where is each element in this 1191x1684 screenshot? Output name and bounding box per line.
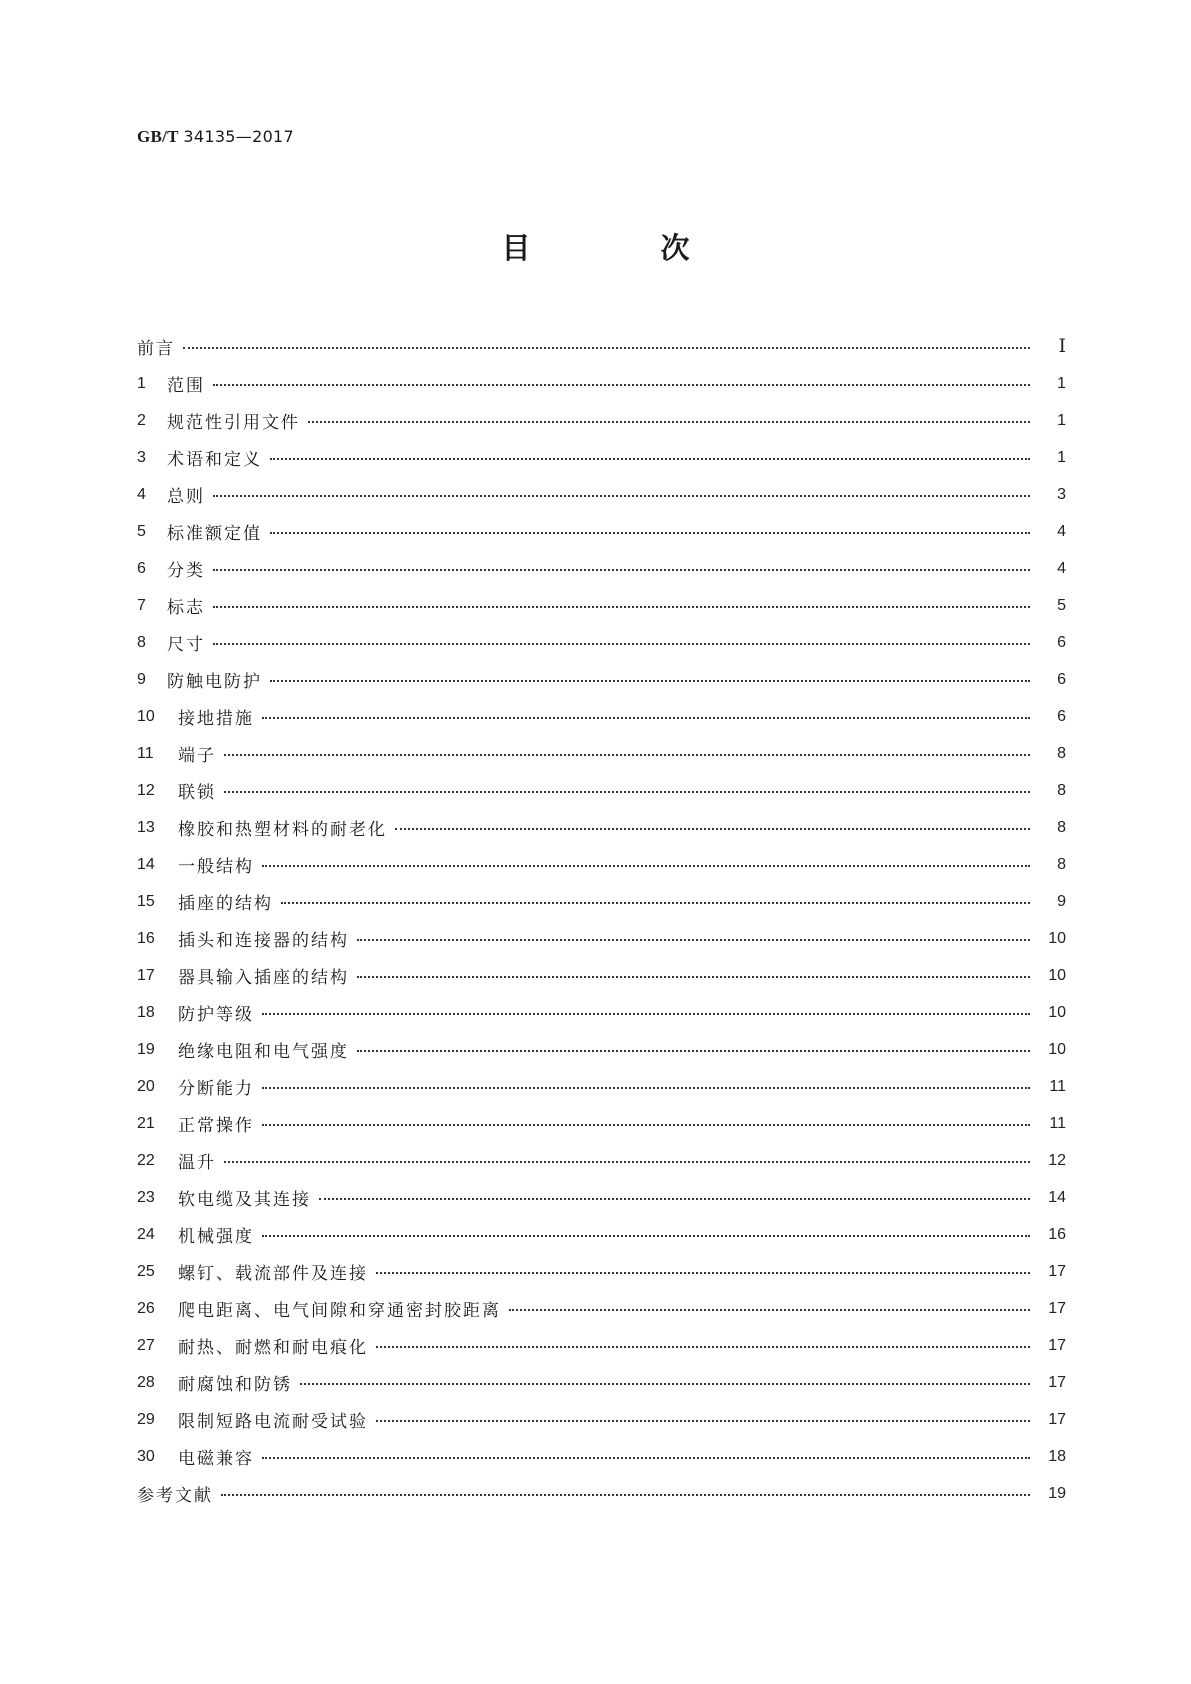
- toc-dot-leader: [211, 624, 1038, 661]
- toc-entry-page: 8: [1057, 855, 1066, 873]
- toc-entry-number: 12: [137, 781, 155, 799]
- toc-entry-label: 尺寸: [167, 635, 205, 655]
- toc-entry-number: 2: [137, 411, 146, 429]
- toc-entry-label: 软电缆及其连接: [178, 1190, 311, 1210]
- toc-entry[interactable]: [137, 1216, 1066, 1253]
- toc-entry-page: 17: [1048, 1336, 1066, 1354]
- toc-entry[interactable]: [137, 698, 1066, 735]
- toc-entry-number: 4: [137, 485, 146, 503]
- toc-entry-label: 正常操作: [178, 1116, 254, 1136]
- toc-dot-leader: [181, 328, 1038, 365]
- toc-entry-label: 规范性引用文件: [167, 413, 300, 433]
- toc-dot-leader: [260, 846, 1038, 883]
- toc-entry-number: 11: [137, 744, 154, 762]
- table-of-contents: [137, 328, 1066, 1512]
- toc-entry-page: 8: [1057, 781, 1066, 799]
- toc-dot-leader: [507, 1290, 1038, 1327]
- toc-dot-leader: [355, 920, 1038, 957]
- toc-dot-leader: [222, 1142, 1038, 1179]
- toc-entry-page: Ⅰ: [1058, 336, 1066, 357]
- toc-entry[interactable]: [137, 1290, 1066, 1327]
- toc-entry[interactable]: [137, 735, 1066, 772]
- toc-entry-number: 21: [137, 1114, 155, 1132]
- standard-number: 34135—2017: [183, 127, 295, 146]
- toc-entry-label: 耐腐蚀和防锈: [178, 1375, 292, 1395]
- toc-dot-leader: [222, 735, 1038, 772]
- toc-entry-number: 26: [137, 1299, 155, 1317]
- toc-entry-page: 6: [1057, 633, 1066, 651]
- toc-entry-label: 接地措施: [178, 709, 254, 729]
- toc-entry-label: 参考文献: [137, 1486, 213, 1506]
- toc-entry[interactable]: [137, 1327, 1066, 1364]
- toc-entry-number: 3: [137, 448, 146, 466]
- toc-entry[interactable]: [137, 476, 1066, 513]
- toc-entry-page: 12: [1048, 1151, 1066, 1169]
- toc-entry-number: 8: [137, 633, 146, 651]
- toc-dot-leader: [211, 550, 1038, 587]
- toc-entry[interactable]: [137, 661, 1066, 698]
- toc-entry-page: 8: [1057, 818, 1066, 836]
- toc-entry[interactable]: [137, 1253, 1066, 1290]
- toc-entry-label: 端子: [178, 746, 216, 766]
- toc-dot-leader: [260, 994, 1038, 1031]
- toc-entry-number: 22: [137, 1151, 155, 1169]
- toc-entry-number: 24: [137, 1225, 155, 1243]
- toc-dot-leader: [211, 476, 1038, 513]
- toc-dot-leader: [306, 402, 1038, 439]
- toc-entry[interactable]: [137, 439, 1066, 476]
- toc-entry-page: 11: [1049, 1114, 1066, 1132]
- toc-entry-label: 范围: [167, 376, 205, 396]
- toc-entry-label: 温升: [178, 1153, 216, 1173]
- toc-entry-page: 1: [1057, 448, 1066, 466]
- toc-dot-leader: [268, 661, 1038, 698]
- toc-entry-number: 19: [137, 1040, 155, 1058]
- toc-entry[interactable]: [137, 1031, 1066, 1068]
- toc-dot-leader: [211, 365, 1038, 402]
- toc-entry-number: 28: [137, 1373, 155, 1391]
- toc-entry-number: 6: [137, 559, 146, 577]
- toc-dot-leader: [260, 1216, 1038, 1253]
- toc-entry-label: 标志: [167, 598, 205, 618]
- toc-entry[interactable]: [137, 550, 1066, 587]
- toc-entry-page: 16: [1048, 1225, 1066, 1243]
- toc-entry-number: 23: [137, 1188, 155, 1206]
- standard-prefix: GB/T: [137, 127, 179, 146]
- toc-entry-page: 6: [1057, 670, 1066, 688]
- toc-entry-page: 11: [1049, 1077, 1066, 1095]
- toc-entry-number: 15: [137, 892, 155, 910]
- toc-entry-number: 29: [137, 1410, 155, 1428]
- toc-entry-page: 17: [1048, 1373, 1066, 1391]
- toc-entry[interactable]: [137, 513, 1066, 550]
- toc-entry-page: 10: [1048, 1040, 1066, 1058]
- toc-entry-page: 5: [1057, 596, 1066, 614]
- toc-entry[interactable]: [137, 883, 1066, 920]
- toc-entry[interactable]: [137, 1475, 1066, 1512]
- toc-entry-number: 7: [137, 596, 146, 614]
- toc-entry-page: 9: [1057, 892, 1066, 910]
- toc-entry-label: 器具输入插座的结构: [178, 968, 349, 988]
- toc-entry[interactable]: [137, 957, 1066, 994]
- toc-entry-label: 分断能力: [178, 1079, 254, 1099]
- toc-entry-number: 25: [137, 1262, 155, 1280]
- toc-entry[interactable]: [137, 809, 1066, 846]
- toc-entry-number: 17: [137, 966, 155, 984]
- toc-entry-number: 9: [137, 670, 146, 688]
- toc-entry-page: 4: [1057, 522, 1066, 540]
- toc-entry[interactable]: [137, 1105, 1066, 1142]
- toc-dot-leader: [355, 1031, 1038, 1068]
- toc-dot-leader: [317, 1179, 1038, 1216]
- toc-entry-page: 17: [1048, 1299, 1066, 1317]
- toc-dot-leader: [268, 513, 1038, 550]
- toc-entry-label: 一般结构: [178, 857, 254, 877]
- toc-entry[interactable]: [137, 1438, 1066, 1475]
- toc-entry-page: 17: [1048, 1410, 1066, 1428]
- toc-entry-number: 16: [137, 929, 155, 947]
- toc-entry[interactable]: [137, 846, 1066, 883]
- toc-entry-label: 防护等级: [178, 1005, 254, 1025]
- toc-entry[interactable]: [137, 1179, 1066, 1216]
- toc-dot-leader: [279, 883, 1038, 920]
- page-title: 目 次: [501, 231, 750, 265]
- toc-entry-number: 30: [137, 1447, 155, 1465]
- toc-dot-leader: [374, 1327, 1038, 1364]
- toc-entry-label: 分类: [167, 561, 205, 581]
- toc-entry[interactable]: [137, 920, 1066, 957]
- toc-dot-leader: [298, 1364, 1038, 1401]
- toc-entry-label: 联锁: [178, 783, 216, 803]
- toc-entry-label: 爬电距离、电气间隙和穿通密封胶距离: [178, 1301, 501, 1321]
- toc-entry[interactable]: [137, 1068, 1066, 1105]
- toc-dot-leader: [211, 587, 1038, 624]
- toc-entry-label: 耐热、耐燃和耐电痕化: [178, 1338, 368, 1358]
- toc-dot-leader: [260, 698, 1038, 735]
- toc-dot-leader: [374, 1253, 1038, 1290]
- toc-entry-label: 防触电防护: [167, 672, 262, 692]
- toc-entry[interactable]: [137, 402, 1066, 439]
- toc-entry-number: 27: [137, 1336, 155, 1354]
- toc-entry-label: 机械强度: [178, 1227, 254, 1247]
- toc-entry-label: 插座的结构: [178, 894, 273, 914]
- toc-dot-leader: [393, 809, 1038, 846]
- toc-entry[interactable]: [137, 328, 1066, 365]
- toc-entry-number: 14: [137, 855, 155, 873]
- toc-entry-label: 限制短路电流耐受试验: [178, 1412, 368, 1432]
- toc-entry-page: 10: [1048, 1003, 1066, 1021]
- toc-entry[interactable]: [137, 772, 1066, 809]
- toc-dot-leader: [260, 1105, 1038, 1142]
- toc-entry-label: 绝缘电阻和电气强度: [178, 1042, 349, 1062]
- toc-entry-page: 6: [1057, 707, 1066, 725]
- toc-dot-leader: [260, 1438, 1038, 1475]
- toc-entry[interactable]: [137, 994, 1066, 1031]
- toc-entry[interactable]: [137, 1401, 1066, 1438]
- toc-entry-page: 10: [1048, 929, 1066, 947]
- toc-entry[interactable]: [137, 624, 1066, 661]
- toc-entry-page: 4: [1057, 559, 1066, 577]
- toc-entry[interactable]: [137, 1142, 1066, 1179]
- toc-entry-number: 1: [137, 374, 146, 392]
- toc-dot-leader: [268, 439, 1038, 476]
- toc-entry-page: 1: [1057, 374, 1066, 392]
- toc-entry-label: 橡胶和热塑材料的耐老化: [178, 820, 387, 840]
- toc-entry[interactable]: [137, 365, 1066, 402]
- toc-entry-label: 前言: [137, 339, 175, 359]
- toc-entry-number: 5: [137, 522, 146, 540]
- toc-entry-page: 8: [1057, 744, 1066, 762]
- toc-entry-page: 3: [1057, 485, 1066, 503]
- toc-entry-label: 术语和定义: [167, 450, 262, 470]
- toc-entry-page: 17: [1048, 1262, 1066, 1280]
- toc-dot-leader: [219, 1475, 1038, 1512]
- toc-entry-page: 18: [1048, 1447, 1066, 1465]
- toc-entry-page: 14: [1048, 1188, 1066, 1206]
- toc-dot-leader: [374, 1401, 1038, 1438]
- toc-entry[interactable]: [137, 587, 1066, 624]
- toc-entry-page: 19: [1048, 1484, 1066, 1502]
- toc-entry-number: 20: [137, 1077, 155, 1095]
- toc-dot-leader: [355, 957, 1038, 994]
- toc-entry-label: 标准额定值: [167, 524, 262, 544]
- toc-entry-page: 10: [1048, 966, 1066, 984]
- toc-dot-leader: [222, 772, 1038, 809]
- toc-entry-number: 13: [137, 818, 155, 836]
- toc-entry[interactable]: [137, 1364, 1066, 1401]
- toc-entry-page: 1: [1057, 411, 1066, 429]
- toc-entry-label: 螺钉、载流部件及连接: [178, 1264, 368, 1284]
- toc-entry-number: 10: [137, 707, 155, 725]
- toc-entry-number: 18: [137, 1003, 155, 1021]
- toc-entry-label: 总则: [167, 487, 205, 507]
- toc-entry-label: 插头和连接器的结构: [178, 931, 349, 951]
- toc-entry-label: 电磁兼容: [178, 1449, 254, 1469]
- toc-dot-leader: [260, 1068, 1038, 1105]
- standard-code: [137, 127, 294, 147]
